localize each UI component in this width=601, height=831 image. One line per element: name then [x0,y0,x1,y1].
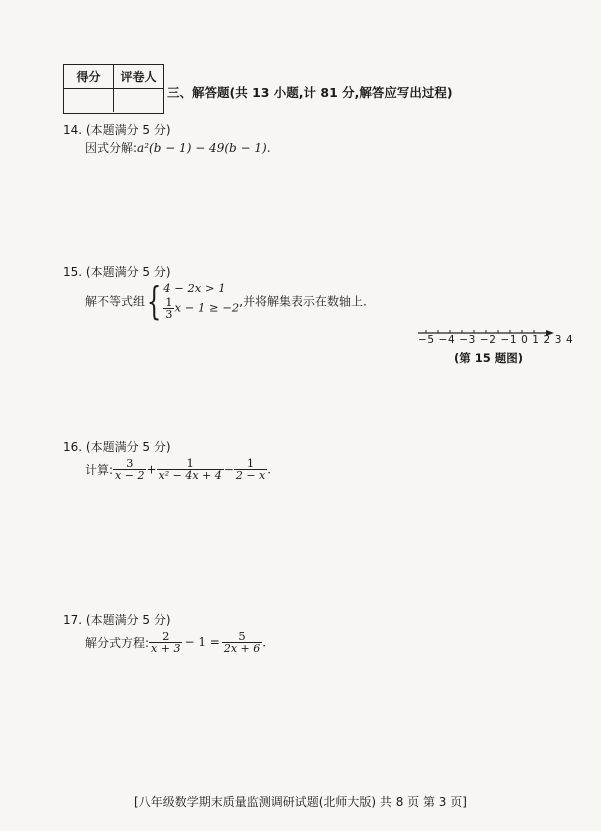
q17-heading: 17. (本题满分 5 分) [63,613,171,627]
q14-body [85,139,271,156]
fraction-numerator: 2 [162,629,170,643]
q16-body [85,457,271,482]
figure-caption: (第 15 题图) [454,351,524,365]
fraction-denominator: x − 2 [115,469,145,483]
section-title: 三、解答题(共 13 小题,计 81 分,解答应写出过程) [167,85,453,100]
fraction-denominator: 3 [165,308,173,321]
q15-heading: 15. (本题满分 5 分) [63,265,171,279]
score-cell [64,89,114,112]
period: . [262,635,267,650]
equation-middle: − 1 = [184,635,220,650]
fraction-denominator: 2 − x [235,469,266,483]
q15-prefix: 解不等式组 [85,294,146,309]
fraction-numerator: 1 [186,456,194,470]
minus-sign: − [223,462,234,477]
fraction-numerator: 1 [246,456,255,470]
fraction-numerator: 5 [238,629,246,643]
q16-heading: 16. (本题满分 5 分) [63,440,171,454]
q15-body [85,278,367,323]
fraction-denominator: x² − 4x + 4 [158,469,222,483]
inequality-2 [163,296,239,321]
score-table [63,64,164,114]
q15-suffix: ,并将解集表示在数轴上. [239,294,367,309]
q14-expression: a²(b − 1) − 49(b − 1). [137,141,271,155]
score-header: 得分 [64,65,114,89]
q16-fraction-2 [157,457,224,482]
grader-header: 评卷人 [114,65,163,89]
q16-fraction-1 [113,457,146,482]
inequality-1: 4 − 2x > 1 [163,281,226,295]
q16-prefix: 计算: [85,462,114,477]
inequality-system [163,281,239,321]
q17-fraction-2 [222,630,262,655]
plus-sign: + [146,462,157,477]
q17-fraction-1 [149,630,182,655]
fraction-denominator: 2x + 6 [223,642,261,656]
page-footer: [八年级数学期末质量监测调研试题(北师大版) 共 8 页 第 3 页] [134,795,467,809]
q17-prefix: 解分式方程: [85,635,150,650]
fraction-numerator: 3 [126,456,134,470]
period: . [267,462,272,477]
q16-fraction-3 [234,457,267,482]
inequality-2-fraction [163,296,174,321]
grader-cell [114,89,163,112]
q14-heading: 14. (本题满分 5 分) [63,123,171,137]
q14-prefix: 因式分解: [85,141,138,155]
inequality-2-rest: x − 1 ≥ −2 [174,300,240,315]
fraction-numerator: 1 [165,294,173,309]
fraction-denominator: x + 3 [151,642,181,656]
left-brace: { [146,278,162,323]
q17-body [85,630,266,655]
number-line-tick-labels: −5 −4 −3 −2 −1 0 1 2 3 4 [418,334,574,346]
